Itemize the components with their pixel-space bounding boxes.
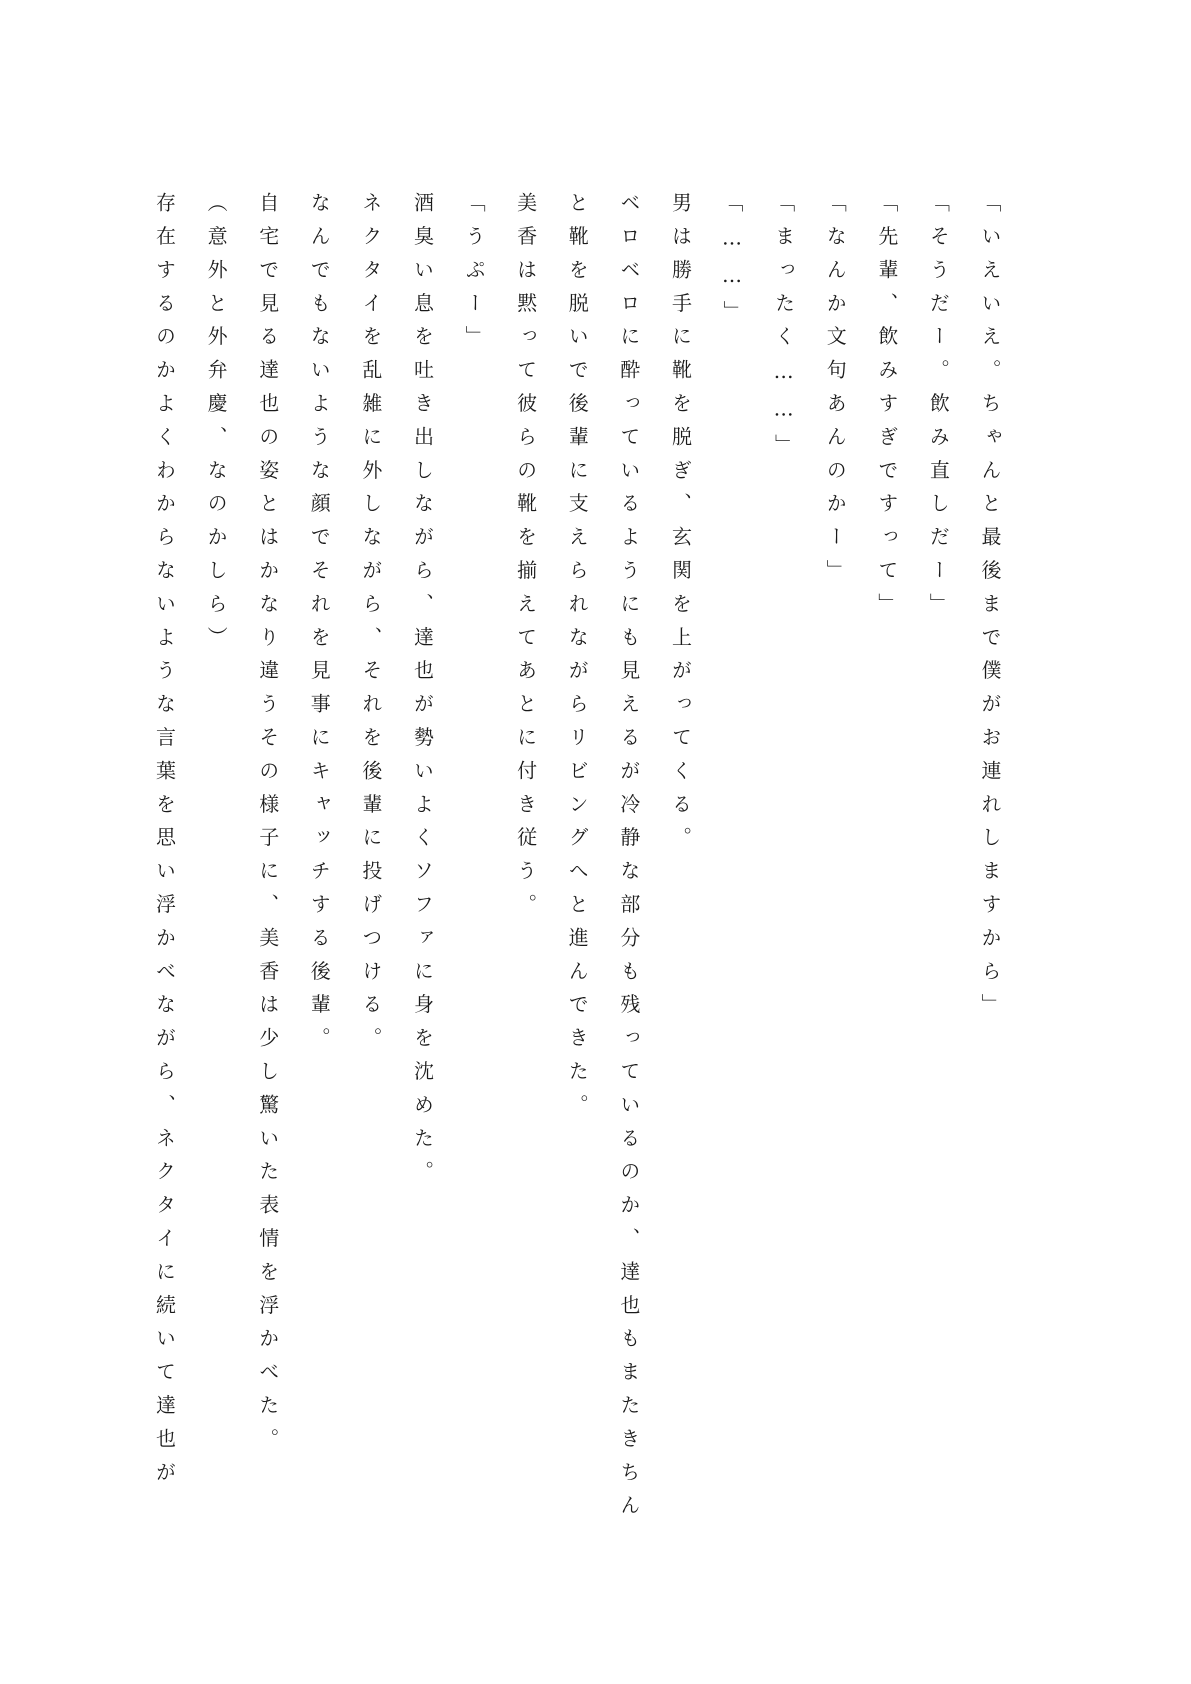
- text-line: 美香は黙って彼らの靴を揃えてあとに付き従う。: [513, 192, 538, 927]
- text-line: 酒臭い息を吐き出しながら、達也が勢いよくソファに身を沈めた。: [410, 192, 435, 1194]
- text-line: ベロベロに酔っているようにも見えるが冷静な部分も残っているのか、達也もまたきちんと靴を脱いで後輩に支えられながらリビングへと進んできた。: [565, 192, 641, 1528]
- text-line: 男は勝手に靴を脱ぎ、玄関を上がってくる。: [668, 192, 693, 860]
- vertical-text-body: [138, 192, 1015, 1532]
- text-line: 「……」: [720, 192, 745, 334]
- text-line: 「いえいえ。ちゃんと最後まで僕がお連れしますから」: [978, 192, 1002, 1027]
- text-line: 「そうだー。飲み直しだー」: [926, 192, 951, 627]
- text-line: 「なんか文句あんのかー」: [823, 192, 848, 593]
- text-line: 存在するのかよくわからないような言葉を思い浮かべながら、ネクタイに続いて達也が: [152, 192, 177, 1495]
- text-line: （意外と外弁慶、なのかしら）: [204, 192, 229, 660]
- text-line: 「うぷー」: [462, 192, 487, 359]
- text-line: なんでもないような顔でそれを見事にキャッチする後輩。: [307, 192, 332, 1061]
- text-line: 自宅で見る達也の姿とはかなり違うその様子に、美香は少し驚いた表情を浮かべた。: [255, 192, 280, 1462]
- text-line: 「先輩、飲みすぎですって」: [874, 192, 899, 627]
- text-line: ネクタイを乱雑に外しながら、それを後輩に投げつける。: [358, 192, 383, 1061]
- text-line: 「まったく……」: [771, 192, 796, 468]
